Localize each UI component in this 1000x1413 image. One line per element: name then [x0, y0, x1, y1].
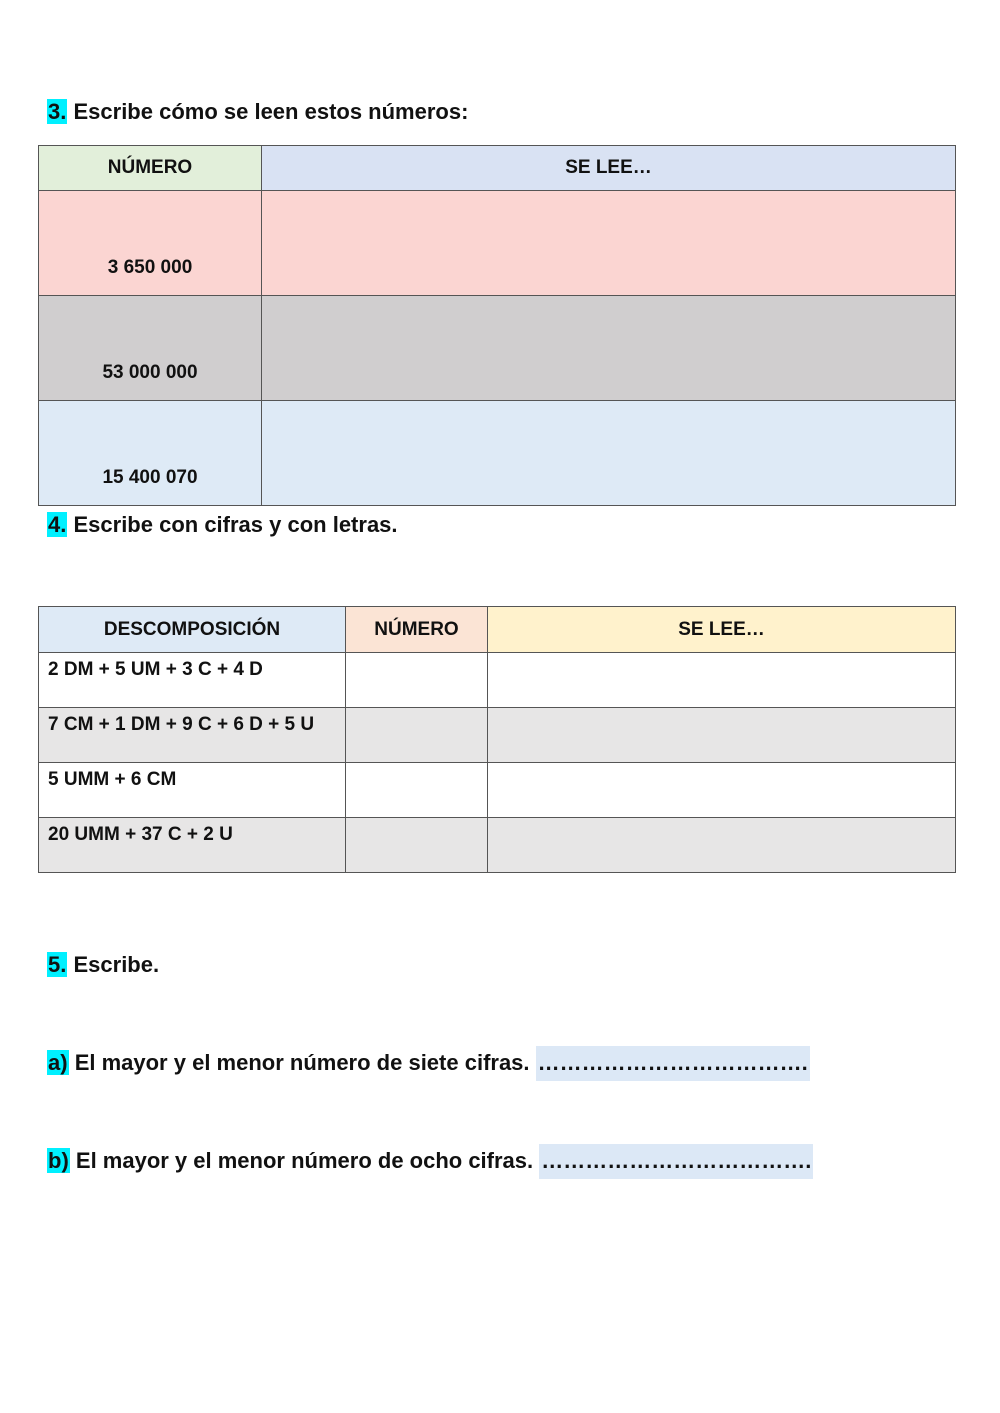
- ex3-row: [39, 401, 956, 506]
- ex5-answer-line[interactable]: ……………………………….: [536, 1046, 810, 1081]
- ex5-item-letter: a): [48, 1050, 68, 1075]
- ex3-row-reading-cell[interactable]: [262, 401, 956, 506]
- ex5-heading: [47, 952, 159, 978]
- ex3-row-reading-cell[interactable]: [262, 191, 956, 296]
- ex3-header-row: [39, 146, 956, 191]
- ex4-row-number-cell[interactable]: [346, 653, 488, 708]
- ex5-item-text: El mayor y el menor número de siete cifras.: [74, 1050, 530, 1075]
- ex4-row-number-cell[interactable]: [346, 818, 488, 873]
- ex4-header-row: [39, 607, 956, 653]
- ex4-row-reading-cell[interactable]: [488, 653, 956, 708]
- ex5-number: 5.: [48, 952, 67, 977]
- ex3-title: Escribe cómo se leen estos números:: [73, 99, 469, 124]
- ex3-heading: [47, 99, 468, 125]
- ex4-header-reading: SE LEE…: [488, 607, 956, 653]
- ex3-row: [39, 191, 956, 296]
- ex5-item-b: [47, 1148, 813, 1174]
- ex3-row: [39, 296, 956, 401]
- ex4-header-number: NÚMERO: [346, 607, 488, 653]
- ex4-table: [38, 606, 956, 873]
- ex4-heading: [47, 512, 398, 538]
- ex4-row: [39, 708, 956, 763]
- ex5-item-a: [47, 1050, 810, 1076]
- ex5-title: Escribe.: [73, 952, 160, 977]
- ex3-row-number: 15 400 070: [39, 401, 262, 506]
- ex4-row-reading-cell[interactable]: [488, 708, 956, 763]
- ex4-number: 4.: [48, 512, 67, 537]
- ex5-item-text: El mayor y el menor número de ocho cifras.: [75, 1148, 534, 1173]
- ex4-row-reading-cell[interactable]: [488, 818, 956, 873]
- ex3-header-reading: SE LEE…: [262, 146, 956, 191]
- ex5-item-letter: b): [48, 1148, 69, 1173]
- ex4-row: [39, 763, 956, 818]
- ex4-row-number-cell[interactable]: [346, 763, 488, 818]
- ex4-row-decomposition: 5 UMM + 6 CM: [39, 763, 346, 818]
- ex5-answer-line[interactable]: ……………………………….: [539, 1144, 813, 1179]
- ex4-row-number-cell[interactable]: [346, 708, 488, 763]
- ex4-row: [39, 653, 956, 708]
- ex4-row: [39, 818, 956, 873]
- ex3-number: 3.: [48, 99, 67, 124]
- ex4-row-decomposition: 7 CM + 1 DM + 9 C + 6 D + 5 U: [39, 708, 346, 763]
- ex4-row-decomposition: 20 UMM + 37 C + 2 U: [39, 818, 346, 873]
- ex3-row-number: 3 650 000: [39, 191, 262, 296]
- ex3-row-reading-cell[interactable]: [262, 296, 956, 401]
- ex3-row-number: 53 000 000: [39, 296, 262, 401]
- ex4-header-decomposition: DESCOMPOSICIÓN: [39, 607, 346, 653]
- ex3-header-number: NÚMERO: [39, 146, 262, 191]
- ex3-table: [38, 145, 956, 506]
- ex4-row-decomposition: 2 DM + 5 UM + 3 C + 4 D: [39, 653, 346, 708]
- ex4-row-reading-cell[interactable]: [488, 763, 956, 818]
- ex4-title: Escribe con cifras y con letras.: [73, 512, 398, 537]
